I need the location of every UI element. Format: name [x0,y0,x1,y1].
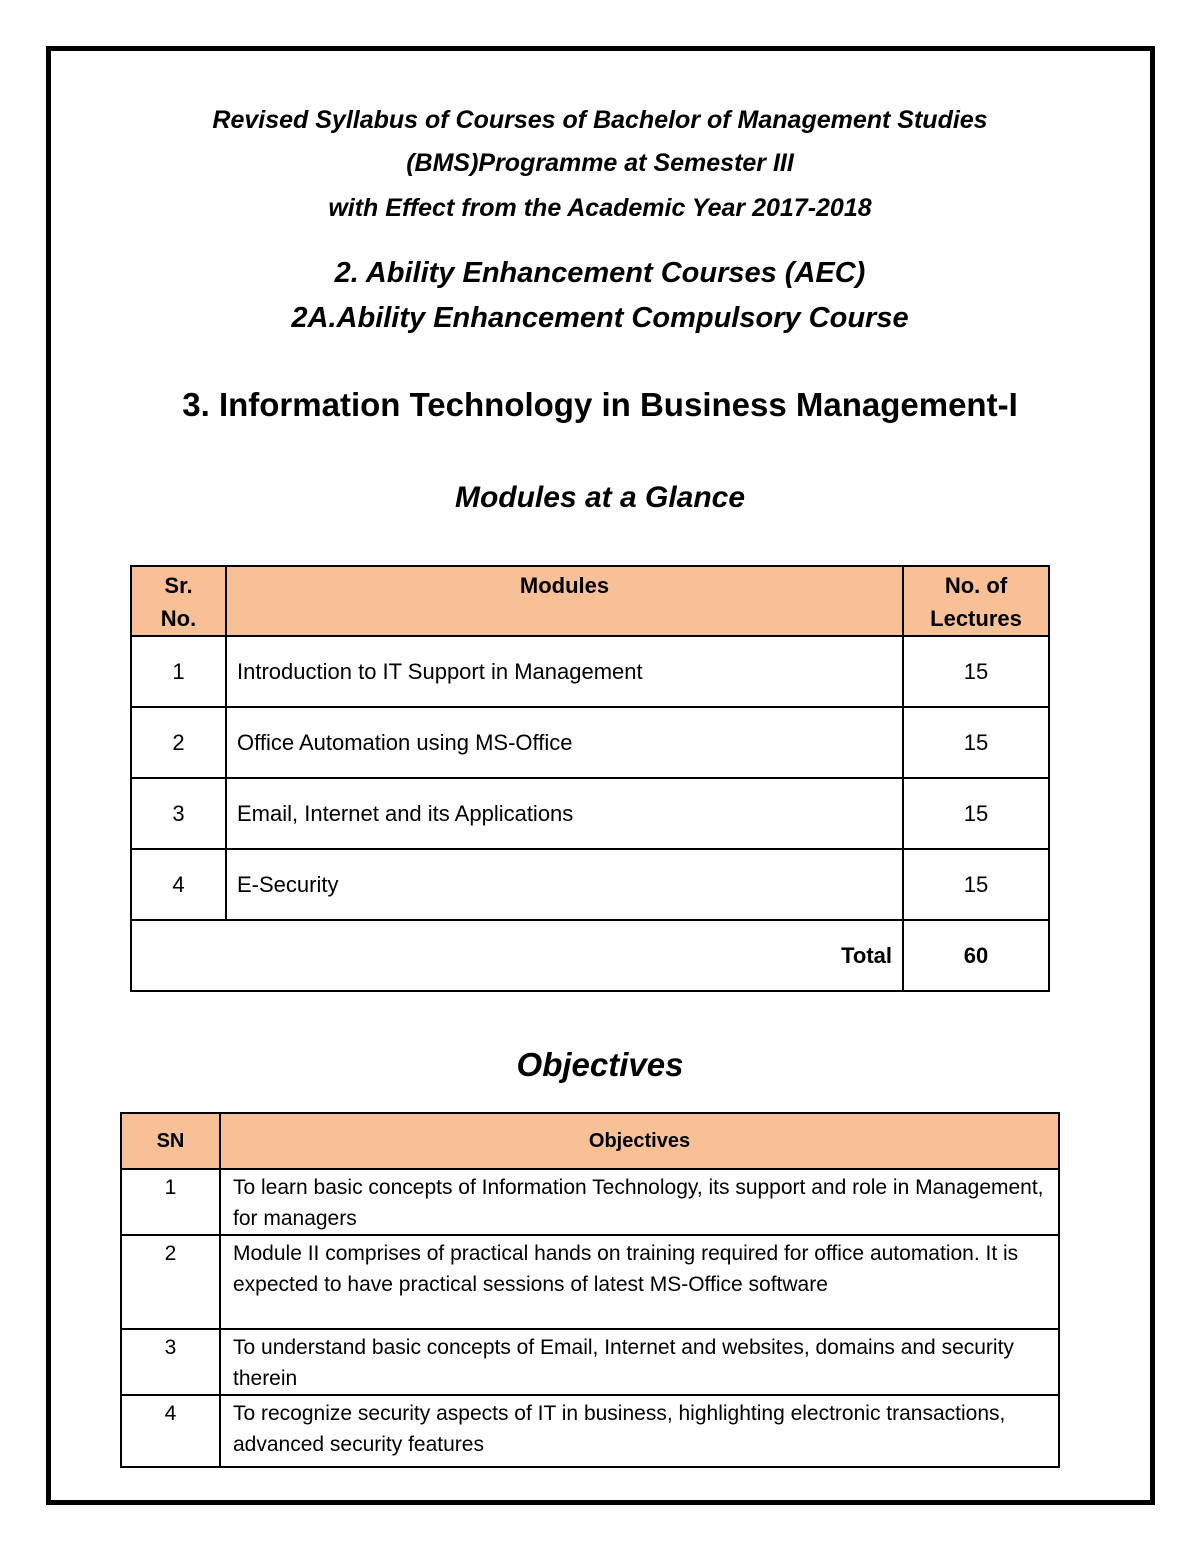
module-lectures: 15 [903,707,1049,778]
objectives-table-header [121,1113,1059,1169]
table-row [131,849,1049,920]
total-value: 60 [903,920,1049,991]
header-objectives: Objectives [220,1113,1059,1169]
syllabus-title-line-3: with Effect from the Academic Year 2017-2018 [328,194,872,222]
table-row [121,1395,1059,1467]
header-modules-label: Modules [519,573,610,598]
objectives-table [120,1112,1060,1468]
header-sn: SN [121,1113,220,1169]
module-sn: 1 [131,636,226,707]
table-row [131,778,1049,849]
header-sr-no [131,566,226,636]
objective-sn: 2 [121,1235,220,1329]
objective-sn: 4 [121,1395,220,1467]
table-row [121,1329,1059,1395]
module-name: Introduction to IT Support in Management [226,636,903,707]
header-modules [226,566,903,636]
course-title: 3. Information Technology in Business Management-I [182,386,1018,423]
objective-text: To recognize security aspects of IT in business, highlighting electronic transactions, advanced security features [220,1395,1059,1467]
header-sr-no-line-1: Sr. [164,573,193,598]
module-name: Office Automation using MS-Office [226,707,903,778]
module-lectures: 15 [903,849,1049,920]
table-row [131,707,1049,778]
module-sn: 4 [131,849,226,920]
module-sn: 2 [131,707,226,778]
aec-heading: 2. Ability Enhancement Courses (AEC) [334,257,866,289]
header-lectures-line-1: No. of [944,573,1008,598]
module-lectures: 15 [903,778,1049,849]
module-name: Email, Internet and its Applications [226,778,903,849]
header-sr-no-line-2: No. [160,606,197,631]
total-row [131,920,1049,991]
objective-text: To understand basic concepts of Email, Internet and websites, domains and security therein [220,1329,1059,1395]
objective-sn: 3 [121,1329,220,1395]
aec-subheading: 2A.Ability Enhancement Compulsory Course [291,302,909,334]
total-label: Total [131,920,903,991]
objective-text: Module II comprises of practical hands on training required for office automation. It is expected to have practical sessions of latest MS-Office software [220,1235,1059,1329]
module-lectures: 15 [903,636,1049,707]
modules-section-title: Modules at a Glance [454,481,746,514]
module-name: E-Security [226,849,903,920]
modules-table [130,565,1050,992]
header-lectures-line-2: Lectures [930,606,1022,631]
table-row [121,1235,1059,1329]
table-row [121,1169,1059,1235]
syllabus-title-line-2: (BMS)Programme at Semester III [406,149,794,177]
syllabus-title-line-1: Revised Syllabus of Courses of Bachelor of Management Studies [212,106,988,134]
objective-sn: 1 [121,1169,220,1235]
header-no-of-lectures [903,566,1049,636]
module-sn: 3 [131,778,226,849]
table-row [131,636,1049,707]
objectives-section-title: Objectives [516,1046,684,1083]
modules-table-header [131,566,1049,636]
objective-text: To learn basic concepts of Information Technology, its support and role in Management, for managers [220,1169,1059,1235]
